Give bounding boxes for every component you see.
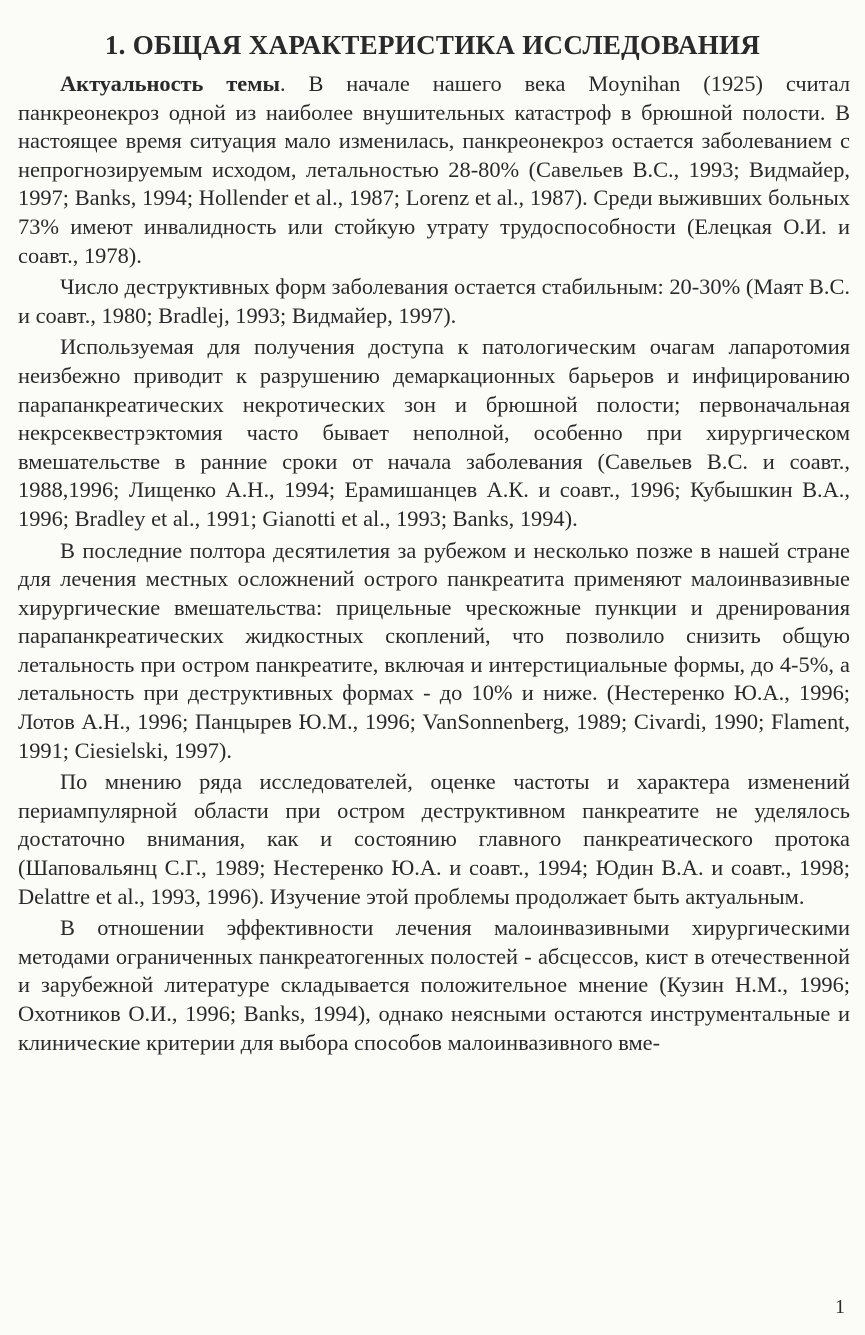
paragraph: По мнению ряда исследователей, оценке частоты и характера изменений периампулярной области при остром деструктивном панкреатите не уделялось достаточно внимания, как и состоянию главного панкреатического протока (Шаповальянц С.Г., 1989; Нестеренко Ю.А. и соавт., 1994; Юдин В.А. и соавт., 1998; Delattre et al., 1993, 1996). Изучение этой проблемы продолжает быть актуальным. <box>18 769 850 909</box>
paragraph-relevance <box>18 70 850 270</box>
paragraph: Число деструктивных форм заболевания остается стабильным: 20-30% (Маят В.С. и соавт., 1980; Bradlej, 1993; Видмайер, 1997). <box>18 274 850 328</box>
paragraph-lead: Актуальность темы <box>60 71 280 96</box>
paragraph: В последние полтора десятилетия за рубежом и несколько позже в нашей стране для лечения местных осложнений острого панкреатита применяют малоинвазивные хирургические вмешательства: прицельные чрескожные пункции и дренирования парапанкреатических жидкостных скоплений, что позволило снизить общую летальность при остром панкреатите, включая и интерстициальные формы, до 4-5%, а летальность при деструктивных формах - до 10% и ниже. (Нестеренко Ю.А., 1996; Лотов А.Н., 1996; Панцырев Ю.М., 1996; VanSonnenberg, 1989; Civardi, 1990; Flament, 1991; Ciesielski, 1997). <box>18 537 850 763</box>
paragraph: Используемая для получения доступа к патологическим очагам лапаротомия неизбежно приводит к разрушению демаркационных барьеров и инфицированию парапанкреатических некротических зон и брюшной полости; первоначальная некрсеквестрэктомия часто бывает неполной, особенно при хирургическом вмешательстве в ранние сроки от начала заболевания (Савельев В.С. и соавт., 1988,1996; Лищенко А.Н., 1994; Ерамишанцев А.К. и соавт., 1996; Кубышкин В.А., 1996; Bradley et al., 1991; Gianotti et al., 1993; Banks, 1994). <box>18 334 850 531</box>
paragraph-text: . В начале нашего века Moynihan (1925) считал панкреонекроз одной из наиболее внушительных катастроф в брюшной полости. В настоящее время ситуация мало изменилась, панкреонекроз остается заболеванием с непрогнозируемым исходом, летальностью 28-80% (Савельев В.С., 1993; Видмайер, 1997; Banks, 1994; Hollender et al., 1987; Lorenz et al., 1987). Среди выживших больных 73% имеют инвалидность или стойкую утрату трудоспособности (Елецкая О.И. и соавт., 1978). <box>18 71 851 268</box>
page-number: 1 <box>835 1296 845 1318</box>
paragraph: В отношении эффективности лечения малоинвазивными хирургическими методами ограниченных панкреатогенных полостей - абсцессов, кист в отечественной и зарубежной литературе складывается положительное мнение (Кузин Н.М., 1996; Охотников О.И., 1996; Banks, 1994), однако неясными остаются инструментальные и клинические критерии для выбора способов малоинвазивного вме- <box>18 915 850 1055</box>
body-text <box>18 70 850 1060</box>
section-heading: 1. ОБЩАЯ ХАРАКТЕРИСТИКА ИССЛЕДОВАНИЯ <box>104 30 761 61</box>
